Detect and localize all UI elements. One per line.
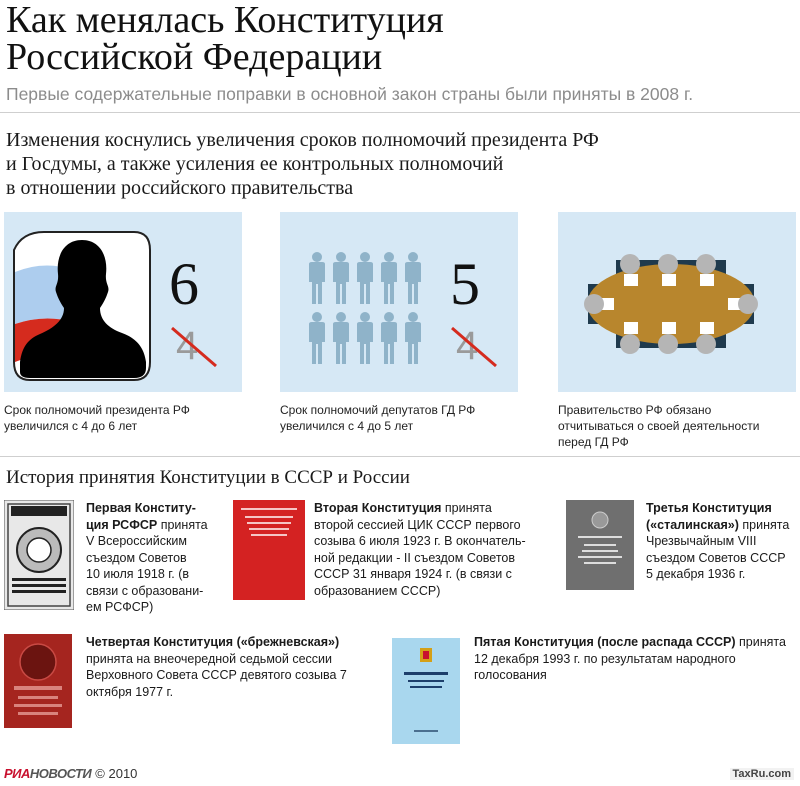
duma-new-term: 5 <box>450 251 480 317</box>
logo-novosti: НОВОСТИ <box>29 766 92 781</box>
strike-icon <box>446 320 506 370</box>
history-item-line: 10 июля 1918 г. (в <box>86 567 190 581</box>
history-item-line: созыва 6 июля 1923 г. В окончатель- <box>314 534 526 548</box>
constitution-1924-cover-icon <box>233 500 305 600</box>
president-new-term: 6 <box>169 251 199 317</box>
meeting-table-icon <box>558 212 796 392</box>
copyright: © 2010 <box>95 766 138 781</box>
history-item-line: V Всероссийским <box>86 534 188 548</box>
history-title: История принятия Конституции в СССР и России <box>6 467 410 488</box>
divider <box>0 456 800 457</box>
page-title <box>6 2 786 76</box>
history-item-line: ем РСФСР) <box>86 600 154 614</box>
government-panel <box>558 212 796 392</box>
history-item-line: голосования <box>474 668 547 682</box>
lead-text <box>6 128 766 200</box>
history-item-line: октября 1977 г. <box>86 684 174 699</box>
history-item-1 <box>86 500 226 616</box>
caption-line: увеличился с 4 до 6 лет <box>4 419 138 433</box>
history-item-bold: («сталинская») <box>646 517 739 532</box>
history-item-bold: Вторая Конституция <box>314 501 442 515</box>
constitution-1977-cover-icon <box>4 634 72 728</box>
ria-novosti-logo <box>4 766 137 781</box>
duma-term-panel <box>280 212 518 392</box>
history-item-text: принята <box>441 501 492 515</box>
history-item-text: принята <box>738 517 790 532</box>
history-item-bold: Третья Конституция <box>646 501 772 515</box>
caption-line: Правительство РФ обязано <box>558 403 712 417</box>
history-item-bold: Четвертая Конституция («брежневская») <box>86 635 340 649</box>
history-item-line: 5 декабря 1936 г. <box>646 567 746 581</box>
caption-line: увеличился с 4 до 5 лет <box>280 419 414 433</box>
history-item-line: съездом Советов <box>86 550 187 565</box>
lead-line-1: Изменения коснулись увеличения сроков полномочий президента РФ <box>6 129 599 151</box>
history-item-text: принята <box>735 635 786 649</box>
title-line-1: Как менялась Конституция <box>6 0 444 41</box>
watermark: TaxRu.com <box>730 768 794 780</box>
history-item-line: Верховного Совета СССР девятого созыва 7 <box>86 668 347 682</box>
lead-line-3: в отношении российского правительства <box>6 177 354 199</box>
president-old-term: 4 <box>176 324 199 368</box>
history-item-5 <box>474 634 794 684</box>
history-item-line: образованием СССР) <box>314 583 441 598</box>
history-item-2 <box>314 500 544 599</box>
history-item-4 <box>86 634 366 700</box>
caption-line: отчитываться о своей деятельности <box>558 419 760 433</box>
history-item-bold: Пятая Конституция (после распада СССР) <box>474 635 736 649</box>
history-item-line: связи с образовани- <box>86 583 204 598</box>
history-item-bold: ция РСФСР <box>86 517 158 532</box>
caption-line: Срок полномочий депутатов ГД РФ <box>280 403 476 417</box>
history-item-line: второй сессией ЦИК СССР первого <box>314 517 521 532</box>
duma-caption <box>280 402 510 434</box>
lead-line-2: и Госдумы, а также усиления ее контрольных полномочий <box>6 153 504 175</box>
strike-icon <box>166 320 226 370</box>
constitution-1936-cover-icon <box>566 500 634 590</box>
history-item-bold: Первая Конститу- <box>86 501 196 515</box>
history-item-line: съездом Советов СССР <box>646 550 786 565</box>
title-line-2: Российской Федерации <box>6 36 383 78</box>
history-item-line: ной редакции - II съездом Советов <box>314 550 516 565</box>
president-term-panel <box>4 212 242 392</box>
divider <box>0 112 800 113</box>
constitution-1918-cover-icon <box>4 500 74 610</box>
duma-old-term: 4 <box>456 324 479 368</box>
caption-line: перед ГД РФ <box>558 435 629 449</box>
president-caption <box>4 402 234 434</box>
subtitle: Первые содержательные поправки в основной закон страны были приняты в 2008 г. <box>6 84 694 104</box>
history-item-line: Чрезвычайным VIII <box>646 534 757 548</box>
history-item-line: принята на внеочередной седьмой сессии <box>86 651 332 666</box>
history-item-3 <box>646 500 796 583</box>
logo-ria: РИА <box>4 766 30 781</box>
history-item-line: 12 декабря 1993 г. по результатам народного <box>474 651 736 666</box>
history-item-line: СССР 31 января 1924 г. (в связи с <box>314 567 512 581</box>
constitution-1993-cover-icon <box>392 638 460 744</box>
government-caption <box>558 402 788 450</box>
history-item-text: принята <box>157 517 208 532</box>
caption-line: Срок полномочий президента РФ <box>4 403 190 417</box>
